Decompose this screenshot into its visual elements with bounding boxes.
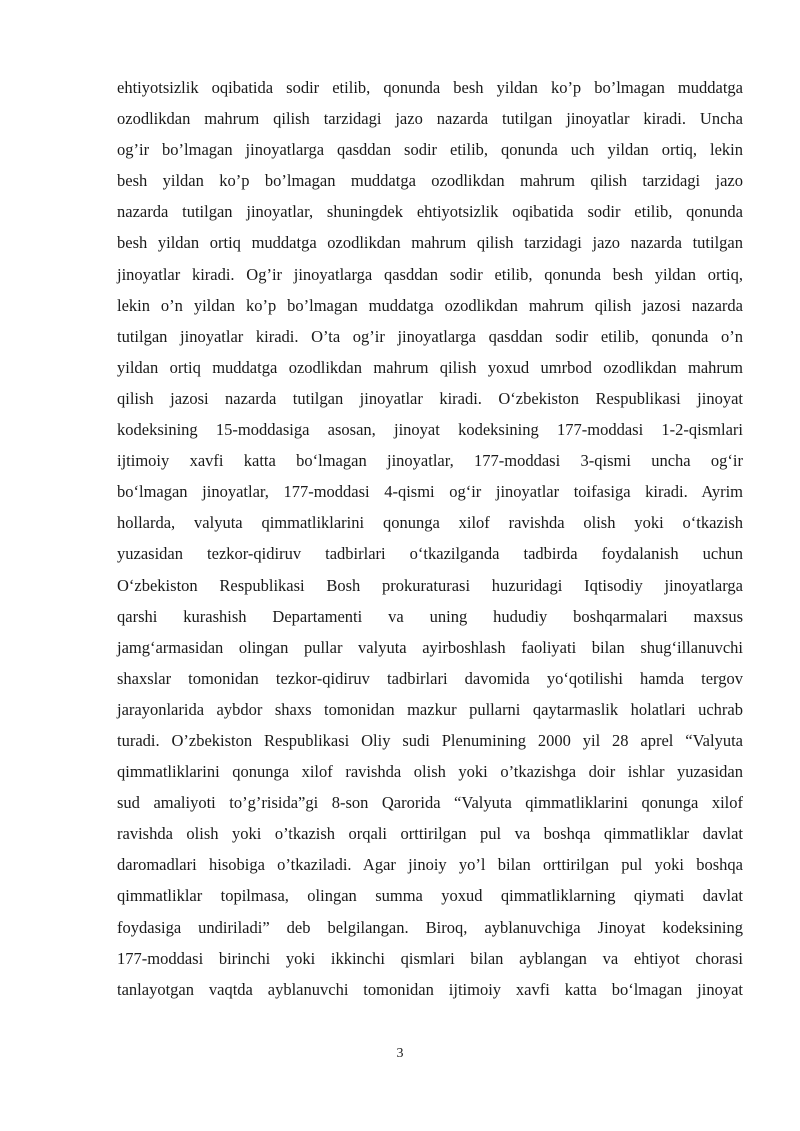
text-line: og’ir bo’lmagan jinoyatlarga qasddan sodir etilib, qonunda uch yildan ortiq, lekin	[117, 140, 743, 160]
text-line: ozodlikdan mahrum qilish tarzidagi jazo nazarda tutilgan jinoyatlar kiradi. Uncha	[117, 109, 743, 129]
text-line: ijtimoiy xavfi katta bo‘lmagan jinoyatlar, 177-moddasi 3-qismi uncha og‘ir	[117, 451, 743, 471]
text-line: lekin o’n yildan ko’p bo’lmagan muddatga ozodlikdan mahrum qilish jazosi nazarda	[117, 295, 743, 315]
text-line: qarshi kurashish Departamenti va uning hududiy boshqarmalari maxsus	[117, 606, 743, 626]
text-line: qimmatliklarini qonunga xilof ravishda olish yoki o’tkazishga doir ishlar yuzasidan	[117, 762, 743, 782]
text-line: jamg‘armasidan olingan pullar valyuta ayirboshlash faoliyati bilan shug‘illanuvchi	[117, 637, 743, 657]
text-line: jarayonlarida aybdor shaxs tomonidan mazkur pullarni qaytarmaslik holatlari uchrab	[117, 699, 743, 719]
text-line: ravishda olish yoki o’tkazish orqali orttirilgan pul va boshqa qimmatliklar davlat	[117, 824, 743, 844]
text-line: kodeksining 15-moddasiga asosan, jinoyat kodeksining 177-moddasi 1-2-qismlari	[117, 420, 743, 440]
text-line: tanlayotgan vaqtda ayblanuvchi tomonidan ijtimoiy xavfi katta bo‘lmagan jinoyat	[117, 979, 743, 999]
text-line: sud amaliyoti to’g’risida”gi 8-son Qarorida “Valyuta qimmatliklarini qonunga xilof	[117, 793, 743, 813]
text-line: hollarda, valyuta qimmatliklarini qonunga xilof ravishda olish yoki o‘tkazish	[117, 513, 743, 533]
page-number: 3	[396, 1046, 404, 1061]
text-line: foydasiga undiriladi” deb belgilangan. Biroq, ayblanuvchiga Jinoyat kodeksining	[117, 917, 743, 937]
body-paragraph	[117, 72, 743, 1005]
text-line: yuzasidan tezkor-qidiruv tadbirlari o‘tkazilganda tadbirda foydalanish uchun	[117, 544, 743, 564]
text-line: 177-moddasi birinchi yoki ikkinchi qismlari bilan ayblangan va ehtiyot chorasi	[117, 948, 743, 968]
text-line: qilish jazosi nazarda tutilgan jinoyatlar kiradi. O‘zbekiston Respublikasi jinoyat	[117, 388, 743, 408]
text-line: O‘zbekiston Respublikasi Bosh prokuraturasi huzuridagi Iqtisodiy jinoyatlarga	[117, 575, 743, 595]
text-line: ehtiyotsizlik oqibatida sodir etilib, qonunda besh yildan ko’p bo’lmagan muddatga	[117, 78, 743, 97]
text-line: qimmatliklar topilmasa, olingan summa yoxud qimmatliklarning qiymati davlat	[117, 886, 743, 906]
text-line: bo‘lmagan jinoyatlar, 177-moddasi 4-qismi og‘ir jinoyatlar toifasiga kiradi. Ayrim	[117, 482, 743, 502]
text-line: tutilgan jinoyatlar kiradi. O’ta og’ir jinoyatlarga qasddan sodir etilib, qonunda o’n	[117, 326, 743, 346]
text-line: daromadlari hisobiga o’tkaziladi. Agar jinoiy yo’l bilan orttirilgan pul yoki boshqa	[117, 855, 743, 875]
text-line: besh yildan ko’p bo’lmagan muddatga ozodlikdan mahrum qilish tarzidagi jazo	[117, 171, 743, 191]
text-line: yildan ortiq muddatga ozodlikdan mahrum qilish yoxud umrbod ozodlikdan mahrum	[117, 357, 743, 377]
text-line: jinoyatlar kiradi. Og’ir jinoyatlarga qasddan sodir etilib, qonunda besh yildan ortiq,	[117, 264, 743, 284]
text-line: nazarda tutilgan jinoyatlar, shuningdek ehtiyotsizlik oqibatida sodir etilib, qonunda	[117, 202, 743, 222]
text-line: shaxslar tomonidan tezkor-qidiruv tadbirlari davomida yo‘qotilishi hamda tergov	[117, 668, 743, 688]
text-line: besh yildan ortiq muddatga ozodlikdan mahrum qilish tarzidagi jazo nazarda tutilgan	[117, 233, 743, 253]
text-line: turadi. O’zbekiston Respublikasi Oliy sudi Plenumining 2000 yil 28 aprel “Valyuta	[117, 730, 743, 750]
